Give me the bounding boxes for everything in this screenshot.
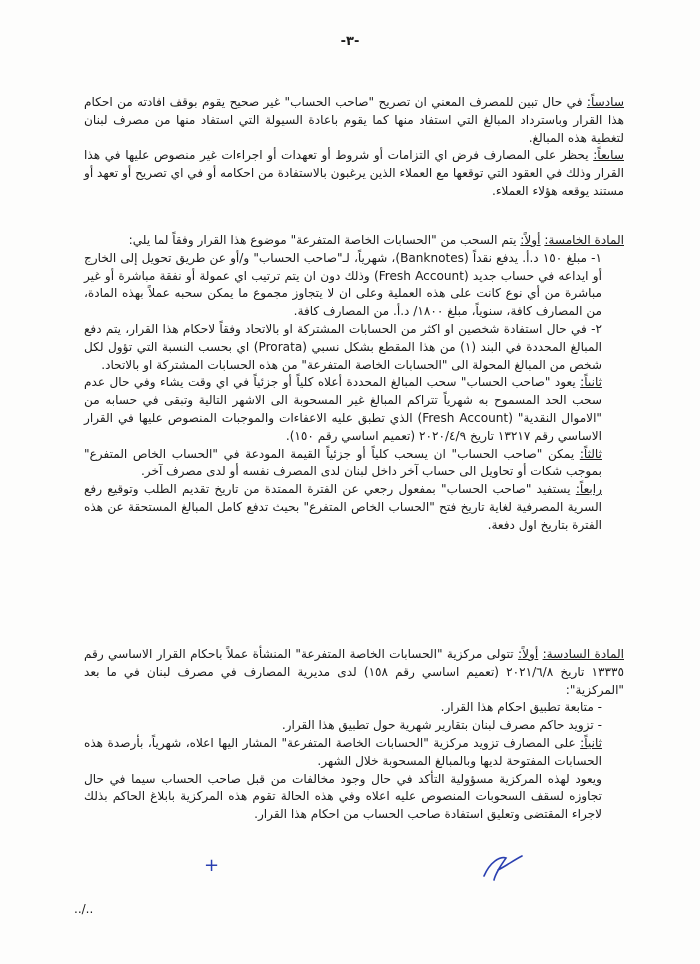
clause-label: سابعاً: xyxy=(593,148,624,163)
clause-text: يحظر على المصارف فرض اي التزامات أو شروط أو تعهدات أو اجراءات غير منصوص عليها في هذا القرار وذلك في العقود التي توقعها مع العملاء الذين يرغبون بالاستفادة من احكامه أو في اي تصريح أو تعهد أو مستند يوقعه هؤلاء العملاء. xyxy=(84,148,624,198)
article-five-second xyxy=(84,374,624,445)
article-five-item-2: ٢- في حال استفادة شخصين او اكثر من الحسابات المشتركة او بالاتحاد وفقاً لاحكام هذا القرار، يتم دفع المبالغ المحددة في البند (١) من هذا المقطع بشكل نسبي (Prorata) اي بحسب النسبة التي تؤول لكل شخص من المبالغ المحولة الى "الحسابات الخاصة المتفرعة" من هذه الحسابات المشتركة او بالاتحاد. xyxy=(84,321,602,372)
clause-text: يعود "صاحب الحساب" سحب المبالغ المحددة أعلاه كلياً أو جزئياً في اي وقت يشاء وفي حال عدم سحب الحد المسموح به شهرياً تتراكم المبالغ غير المسحوبة الى الاشهر التالية وتبقى في حسابه من "الاموال النقدية" (Fresh Account) الذي تطبق عليه الاعفاءات والموجبات المنصوص عليها في القرار الاساسي رقم ١٣٢١٧ تاريخ ٢٠٢٠/٤/٩ (تعميم اساسي رقم ١٥٠). xyxy=(84,375,602,443)
clause-label: أولاً: xyxy=(518,647,539,661)
article-five-fourth xyxy=(84,481,624,534)
clause-label: ثانياً: xyxy=(580,735,602,750)
clause-text: يستفيد "صاحب الحساب" بمفعول رجعي عن الفترة الممتدة من تاريخ تقديم الطلب وتوقيع رفع السرية المصرفية لغاية تاريخ فتح "الحساب الخاص المتفرع" بحيث تدفع كامل المبالغ المستحقة عن هذه الفترة بتاريخ اول دفعة. xyxy=(84,482,602,532)
page-number: -٣- xyxy=(340,34,360,49)
article-five-third xyxy=(84,446,624,482)
clause-label: أولاً: xyxy=(520,233,541,247)
clause-text: على المصارف تزويد مركزية "الحسابات الخاصة المتفرعة" المشار اليها اعلاه، شهرياً، بأرصدة هذه الحسابات المفتوحة لديها وبالمبالغ المسحوبة خلال الشهر. xyxy=(84,735,602,768)
continuation-marker: ../.. xyxy=(74,902,94,916)
article-five-first xyxy=(84,232,624,250)
article-six-bullet-2: - تزويد حاكم مصرف لبنان بتقارير شهرية حول تطبيق هذا القرار. xyxy=(281,718,602,733)
clause-text: تتولى مركزية "الحسابات الخاصة المتفرعة" المنشأة عملاً باحكام القرار الاساسي رقم ١٣٣٣٥ تاريخ ٢٠٢١/٦/٨ (تعميم اساسي رقم ١٥٨) لدى مديرية المصارف في مصرف لبنان في ما بعد "المركزية": xyxy=(84,647,624,697)
article-six-first xyxy=(84,646,624,699)
clause-text: في حال تبين للمصرف المعني ان تصريح "صاحب الحساب" غير صحيح يقوم بوقف افادته من احكام هذا القرار وباسترداد المبالغ التي استفاد منها كما يقوم باعادة السيولة التي استفاد منها من مصرف لبنان لتغطية هذه المبالغ. xyxy=(84,95,624,145)
article-five-item-1: ١- مبلغ ١٥٠ د.أ. يدفع نقداً (Banknotes)، شهرياً، لـ"صاحب الحساب" و/أو عن طريق تحويل إلى الخارج أو ايداعه في حساب جديد (Fresh Account) وذلك دون ان يتم ترتيب اي عمولة أو نفقة مباشرة أو غير مباشرة من أي نوع كانت على هذه العملية وعلى ان لا يتجاوز مجموع ما يمكن سحبه عملاً بهذه المادة، من المصارف كافة، سنوياً، مبلغ ١٨٠٠/ د.أ. من المصارف كافة. xyxy=(84,250,603,319)
article-six-second-continued: ويعود لهذه المركزية مسؤولية التأكد في حال وجود مخالفات من قبل صاحب الحساب سيما في حال تجاوزه لسقف السحوبات المنصوص عليه اعلاه وفي هذه الحالة تقوم هذه المركزية بابلاغ الحاكم بذلك لاجراء المقتضى وتعليق استفادة صاحب الحساب من احكام هذا القرار. xyxy=(84,771,602,822)
article-five xyxy=(84,232,624,535)
article-heading: المادة الخامسة: xyxy=(544,233,624,247)
plus-mark-icon: + xyxy=(204,855,220,876)
clause-label: سادساً: xyxy=(586,95,624,109)
article-six xyxy=(84,646,624,824)
clause-label: ثانياً: xyxy=(580,375,602,390)
article-six-second xyxy=(84,735,624,771)
clause-sixth xyxy=(84,94,624,147)
clause-text: يمكن "صاحب الحساب" ان يسحب كلياً أو جزئياً القيمة المودعة في "الحساب الخاص المتفرع" بموجب شكات أو تحاويل الى حساب آخر داخل لبنان لدى المصرف نفسه أو لدى مصرف آخر. xyxy=(84,446,602,479)
handwritten-initials-icon xyxy=(480,852,526,884)
clause-seventh xyxy=(84,147,624,200)
clause-text: يتم السحب من "الحسابات الخاصة المتفرعة" موضوع هذا القرار وفقاً لما يلي: xyxy=(128,233,521,247)
clause-label: ثالثاً: xyxy=(579,446,602,461)
clause-label: رابعاً: xyxy=(575,482,602,497)
article-heading: المادة السادسة: xyxy=(542,647,624,661)
article-six-bullet-1: - متابعة تطبيق احكام هذا القرار. xyxy=(440,700,602,715)
section-top xyxy=(84,94,624,201)
